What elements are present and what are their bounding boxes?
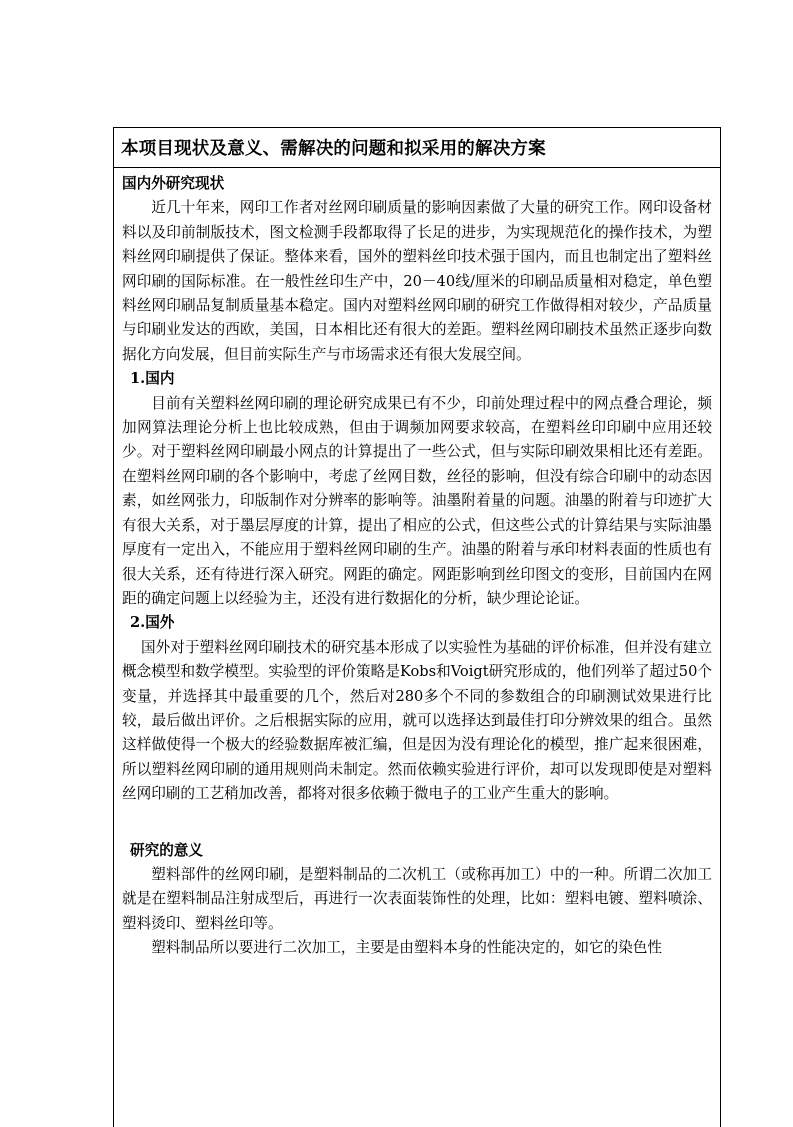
paragraph-domestic: 目前有关塑料丝网印刷的理论研究成果已有不少，印前处理过程中的网点叠合理论，频加网算法理论分析上也比较成熟，但由于调频加网要求较高，在塑料丝印印刷中应用还较少。对于塑料丝网印刷最小网点的计算提出了一些公式，但与实际印刷效果相比还有差距。在塑料丝网印刷的各个影响中，考虑了丝网目数，丝径的影响，但没有综合印刷中的动态因素，如丝网张力，印版制作对分辨率的影响等。油墨附着量的问题。油墨的附着与印迹扩大有很大关系，对于墨层厚度的计算，提出了相应的公式，但这些公式的计算结果与实际油墨厚度有一定出入，不能应用于塑料丝网印刷的生产。油墨的附着与承印材料表面的性质也有很大关系，还有待进行深入研究。网距的确定。网距影响到丝印图文的变形，目前国内在网距的确定问题上以经验为主，还没有进行数据化的分析，缺少理论论证。 [122,394,712,607]
document-table [113,127,721,1127]
page-title: 本项目现状及意义、需解决的问题和拟采用的解决方案 [121,139,546,159]
content-cell [114,168,720,961]
section-heading-meaning: 研究的意义 [130,841,203,859]
paragraph-status-intro: 近几十年来，网印工作者对丝网印刷质量的影响因素做了大量的研究工作。网印设备材料以及印前制版技术，图文检测手段都取得了长足的进步，为实现规范化的操作技术，为塑料丝网印刷提供了保证。整体来看，国外的塑料丝印技术强于国内，而且也制定出了塑料丝网印刷的国际标准。在一般性丝印生产中，20－40线/厘米的印刷品质量相对稳定，单色塑料丝网印刷品复制质量基本稳定。国内对塑料丝网印刷的研究工作做得相对较少，产品质量与印刷业发达的西欧，美国，日本相比还有很大的差距。塑料丝网印刷技术虽然正逐步向数据化方向发展，但目前实际生产与市场需求还有很大发展空间。 [122,199,712,363]
paragraph-meaning-2: 塑料制品所以要进行二次加工，主要是由塑料本身的性能决定的，如它的染色性 [151,939,662,957]
blank-line [122,807,712,831]
section-heading-domestic: 1.国内 [130,370,175,388]
section-heading-status: 国内外研究现状 [122,175,225,192]
section-heading-foreign: 2.国外 [130,614,175,632]
paragraph-foreign: 国外对于塑料丝网印刷技术的研究基本形成了以实验性为基础的评价标准，但并没有建立概念模型和数学模型。实验型的评价策略是Kobs和Voigt研究形成的，他们列举了超过50个变量，并选择其中最重要的几个，然后对280多个不同的参数组合的印刷测试效果进行比较，最后做出评价。之后根据实际的应用，就可以选择达到最佳打印分辨效果的组合。虽然这样做使得一个极大的经验数据库被汇编，但是因为没有理论化的模型，推广起来很困难，所以塑料丝网印刷的通用规则尚未制定。然而依赖实验进行评价，却可以发现即使是对塑料丝网印刷的工艺稍加改善，都将对很多依赖于微电子的工业产生重大的影响。 [122,638,712,803]
title-row [114,128,720,168]
paragraph-meaning-1: 塑料部件的丝网印刷，是塑料制品的二次机工（或称再加工）中的一种。所谓二次加工就是在塑料制品注射成型后，再进行一次表面装饰性的处理，比如：塑料电镀、塑料喷涂、塑料烫印、塑料丝印等。 [122,865,712,932]
